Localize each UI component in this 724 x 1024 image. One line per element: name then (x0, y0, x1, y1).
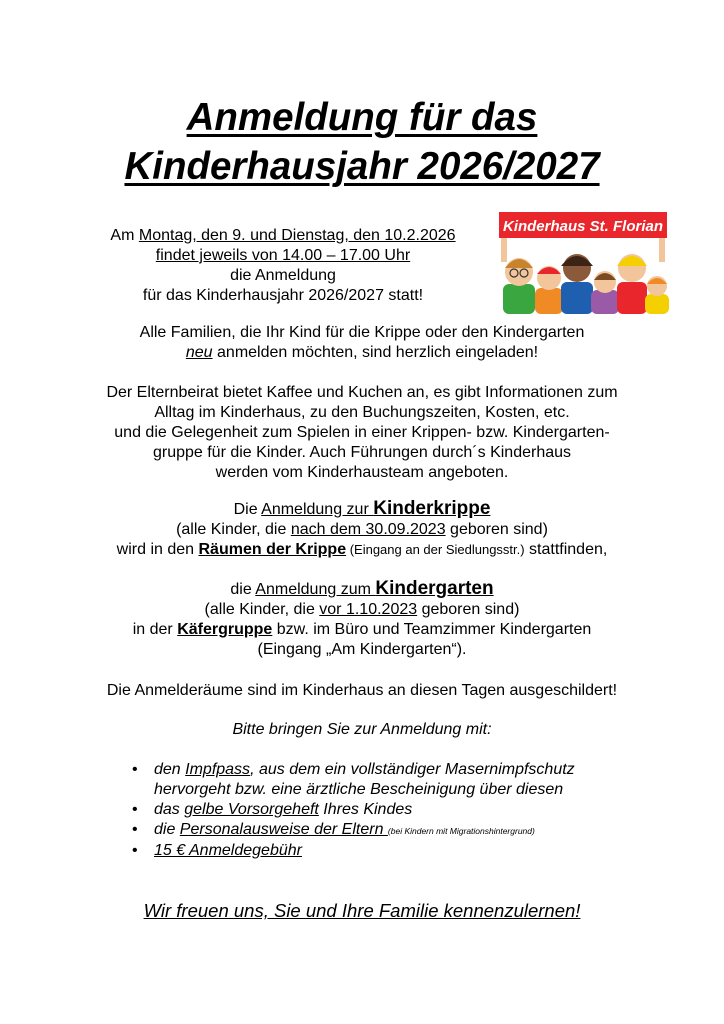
event-dates: Montag, den 9. und Dienstag, den 10.2.2026 (138, 227, 456, 244)
bring-list (132, 760, 575, 861)
kinderhaus-logo (495, 210, 671, 314)
info-paragraph: Der Elternbeirat bietet Kaffee und Kuchen an, es gibt Informationen zum Alltag im Kinderhaus, zu den Buchungszeiten, Kosten, etc. und die Gelegenheit zum Spielen in einer Krippen- bzw. Kindergarten- gruppe für die Kinder. Auch Führungen durch´s Kinderhaus werden vom Kinderhausteam angeboten. (106, 384, 618, 481)
krippe-section: Die Anmeldung zur Kinderkrippe (alle Kinder, die nach dem 30.09.2023 geboren sind) wird in den Räumen der Krippe (Eingang an der Siedlungsstr.) stattfinden, (116, 498, 608, 558)
event-times: findet jeweils von 14.00 – 17.00 Uhr (155, 247, 411, 264)
intro-line-4: für das Kinderhausjahr 2026/2027 statt! (142, 287, 424, 304)
title-line-2: Kinderhausjahr 2026/2027 (124, 145, 600, 188)
closing-line: Wir freuen uns, Sie und Ihre Familie kennenzulernen! (143, 900, 581, 921)
list-item: • das gelbe Vorsorgeheft Ihres Kindes (132, 800, 575, 820)
signage-note: Die Anmelderäume sind im Kinderhaus an diesen Tagen ausgeschildert! (106, 682, 618, 699)
kindergarten-section: die Anmeldung zum Kindergarten (alle Kinder, die vor 1.10.2023 geboren sind) in der Käfergruppe bzw. im Büro und Teamzimmer Kindergarten (Eingang „Am Kindergarten“). (132, 578, 592, 658)
title-line-1: Anmeldung für das (186, 96, 538, 139)
children-illustration (503, 254, 669, 314)
kinderkrippe-heading: Kinderkrippe (373, 498, 491, 519)
intro-line-1: Am Montag, den 9. und Dienstag, den 10.2.2026 (110, 227, 456, 244)
kindergarten-heading: Kindergarten (375, 578, 494, 599)
list-item: • die Personalausweise der Eltern (bei Kindern mit Migrationshintergrund) (132, 820, 575, 841)
list-item: • den Impfpass, aus dem ein vollständiger Masernimpfschutz hervorgeht bzw. eine ärztliche Bescheinigung über diesen (132, 760, 575, 800)
new-emphasis: neu (185, 344, 213, 361)
list-item: • 15 € Anmeldegebühr (132, 841, 575, 861)
page-title (0, 93, 724, 191)
invitation-paragraph: Alle Familien, die Ihr Kind für die Krippe oder den Kindergarten neu anmelden möchten, sind herzlich eingeladen! (139, 324, 585, 361)
logo-text: Kinderhaus St. Florian (502, 218, 664, 235)
intro-block (73, 226, 493, 306)
bring-heading: Bitte bringen Sie zur Anmeldung mit: (232, 721, 492, 738)
intro-line-3: die Anmeldung (230, 267, 336, 284)
